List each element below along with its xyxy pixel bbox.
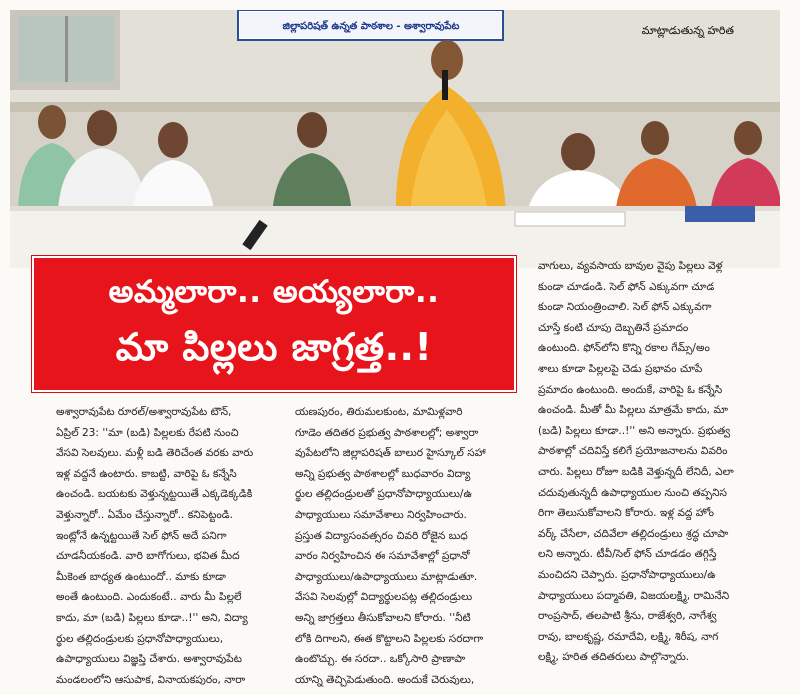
text-line: లక్ష్మి, హరిత తదితరులు పాల్గొన్నారు. [538,651,690,664]
text-line: చూస్తే కంటి చూపు దెబ్బతినే ప్రమాదం [538,321,689,334]
text-line: లని అన్నారు. టీవీ/సెల్ ఫోన్ చూడడం తగ్గిస్తే [538,548,717,561]
headline-box [32,256,516,392]
text-line: చారు. పిల్లలు రోజూ బడికి వెళ్తున్నదీ లేనిదీ, ఎలా [538,465,734,478]
text-line: మండలంలోని ఆసుపాక, వినాయకపురం, నారా [56,673,246,686]
text-line: ఉంచండి. బయటకు వెళ్తున్నట్టయితే ఎక్కడెక్కడికి [56,488,253,501]
text-line: ఉంటొచ్చు. ఈ సరదా.. ఒక్కోసారి ప్రాణాపా [295,653,466,666]
text-line: చూడనీయకండి. వారి బాగోగులు, భవిత మీద [56,550,240,563]
text-line: గూడెం తదితర ప్రభుత్వ పాఠశాలల్లో; అశ్వారా [295,426,479,439]
text-line: రిగా తెలుసుకోవాలని కోరారు. ఇళ్ల వద్ద హోం [538,507,714,520]
text-line: వాగులు, వ్యవసాయ బావుల వైపు పిల్లలు వెళ్ల [538,260,723,272]
text-line: వేసవి సెలవుల్లో విద్యార్థులపట్ల తల్లిదండ్రులు [295,591,473,604]
text-line: పాఠశాల్లో చదివిస్తే కలిగే ప్రయోజనాలను వివరిం [538,445,728,458]
photo-scene [10,10,780,268]
text-line: వెళ్తున్నారో.. ఏమేం చేస్తున్నారో.. కనిపెట్టండి. [56,508,233,521]
text-line: ప్రస్తుత విద్యాసంవత్సరం చివరి రోజైన బుధ [295,529,468,542]
text-line: మీకెంత బాధ్యత ఉంటుందో.. మాకు కూడా [56,570,226,583]
text-line: పాధ్యాయులు సమావేశాలు నిర్వహించారు. [295,508,467,521]
text-line: వర్క్ చేసేలా, చదివేలా తల్లిదండ్రులు శ్రద్ధ చూపా [538,527,729,540]
text-line: ఉంటుంది. ఫోన్‌లోని కొన్ని రకాల గేమ్స్/అం [538,342,710,355]
text-line: రావు, బాలకృష్ణ, రమాదేవి, లక్ష్మి, శిరీష, నాగ [538,630,719,643]
text-line: అన్ని జాగ్రత్తలు తీసుకోవాలని కోరారు. ''నీటి [295,611,471,624]
text-line: శాలు కూడా పిల్లలపై చెడు ప్రభావం చూపే [538,362,703,375]
article-column-2 [295,402,527,690]
article-column-1 [56,402,286,690]
text-line: ర్థుల తల్లిదండ్రులకు ప్రధానోపాధ్యాయులు, [56,632,224,645]
text-line: కుండా నియంత్రించాలి. సెల్ ఫోన్ ఎక్కువగా [538,301,712,314]
article-column-3 [538,256,774,668]
text-line: ప్రమాదం ఉంటుంది. అందుకే, వారిపై ఓ కన్నేసి [538,383,723,396]
headline-line-1: అమ్మలారా.. అయ్యలారా.. [108,274,440,310]
headline-line-2: మా పిల్లలు జాగ్రత్త..! [115,325,433,369]
text-line: వారం నిర్వహించిన ఈ సమావేశాల్లో ప్రధానో [295,550,470,563]
text-line: ఉపాధ్యాయులు విజ్ఞప్తి చేశారు. అశ్వారావుపేట [56,653,242,666]
text-line: అశ్వారావుపేట రూరల్/అశ్వారావుపేట టౌన్, [56,406,232,418]
school-banner-text: జిల్లాపరిషత్ ఉన్నత పాఠశాల - అశ్వారావుపేట [282,21,460,32]
text-line: యణపురం, తిరుమలకుంట, మామిళ్లవారి [295,406,463,418]
text-line: ర్థుల తల్లిదండ్రులతో ప్రధానోపాధ్యాయులు/ఉ [295,488,472,501]
text-line: వేసవి సెలవులు. మళ్లీ బడి తెరిచేంత వరకు వారు [56,447,254,460]
text-line: కాదు, మా (బడి) పిల్లలు కూడా..!'' అని, విద్యా [56,611,248,624]
text-line: మంచిదని చెప్పారు. ప్రధానోపాధ్యాయులు/ఉ [538,568,716,581]
text-line: (బడి) పిల్లలు కూడా..!'' అని అన్నారు. ప్రభుత్వ [538,424,731,437]
text-line: కుండా చూడండి. సెల్ ఫోన్ ఎక్కువగా చూడ [538,280,715,293]
photo-caption: మాట్లాడుతున్న హరిత [641,24,734,37]
text-line: రాంప్రసాద్, తలపాటి శ్రీను, రాజేశ్వరి, నాగేశ్వ [538,610,717,623]
text-line: ఉంచండి. మీతో మీ పిల్లలు మాత్రమే కాదు, మా [538,404,728,417]
text-line: అన్ని ప్రభుత్వ పాఠశాలల్లో బుధవారం విద్యా [295,467,471,480]
text-line: ఇంట్లోనే ఉన్నట్టయితే సెల్ ఫోన్ అదే పనిగా [56,529,227,542]
text-line: పాధ్యాయులు పద్మావతి, విజయలక్ష్మి, రామినేని [538,589,730,602]
text-line: పాధ్యాయులు/ఉపాధ్యాయులు మాట్లాడుతూ. [295,570,478,583]
text-line: ఇళ్ల వద్దనే ఉంటారు. కాబట్టి, వారిపై ఓ కన్నేసి [56,467,237,480]
text-line: ఏప్రిల్ 23: ''మా (బడి) పిల్లలకు రేపటి నుంచి [56,426,239,439]
text-line: వుపేటలోని జిల్లాపరిషత్ బాలుర హైస్కూల్ సహా [295,447,486,460]
text-line: చదువుతున్నదీ ఉపాధ్యాయుల నుంచి తప్పనిస [538,486,727,499]
text-line: అంతే ఉంటుంది. ఎందుకంటే.. వారు మీ పిల్లలే [56,591,242,604]
news-photo [10,10,780,268]
text-line: యాన్ని తెచ్చిపెడుతుంది. అందుకే చెరువులు, [295,673,475,686]
text-line: లోకి దిగాలని, ఈత కొట్టాలని పిల్లలకు సరదాగా [295,632,484,645]
